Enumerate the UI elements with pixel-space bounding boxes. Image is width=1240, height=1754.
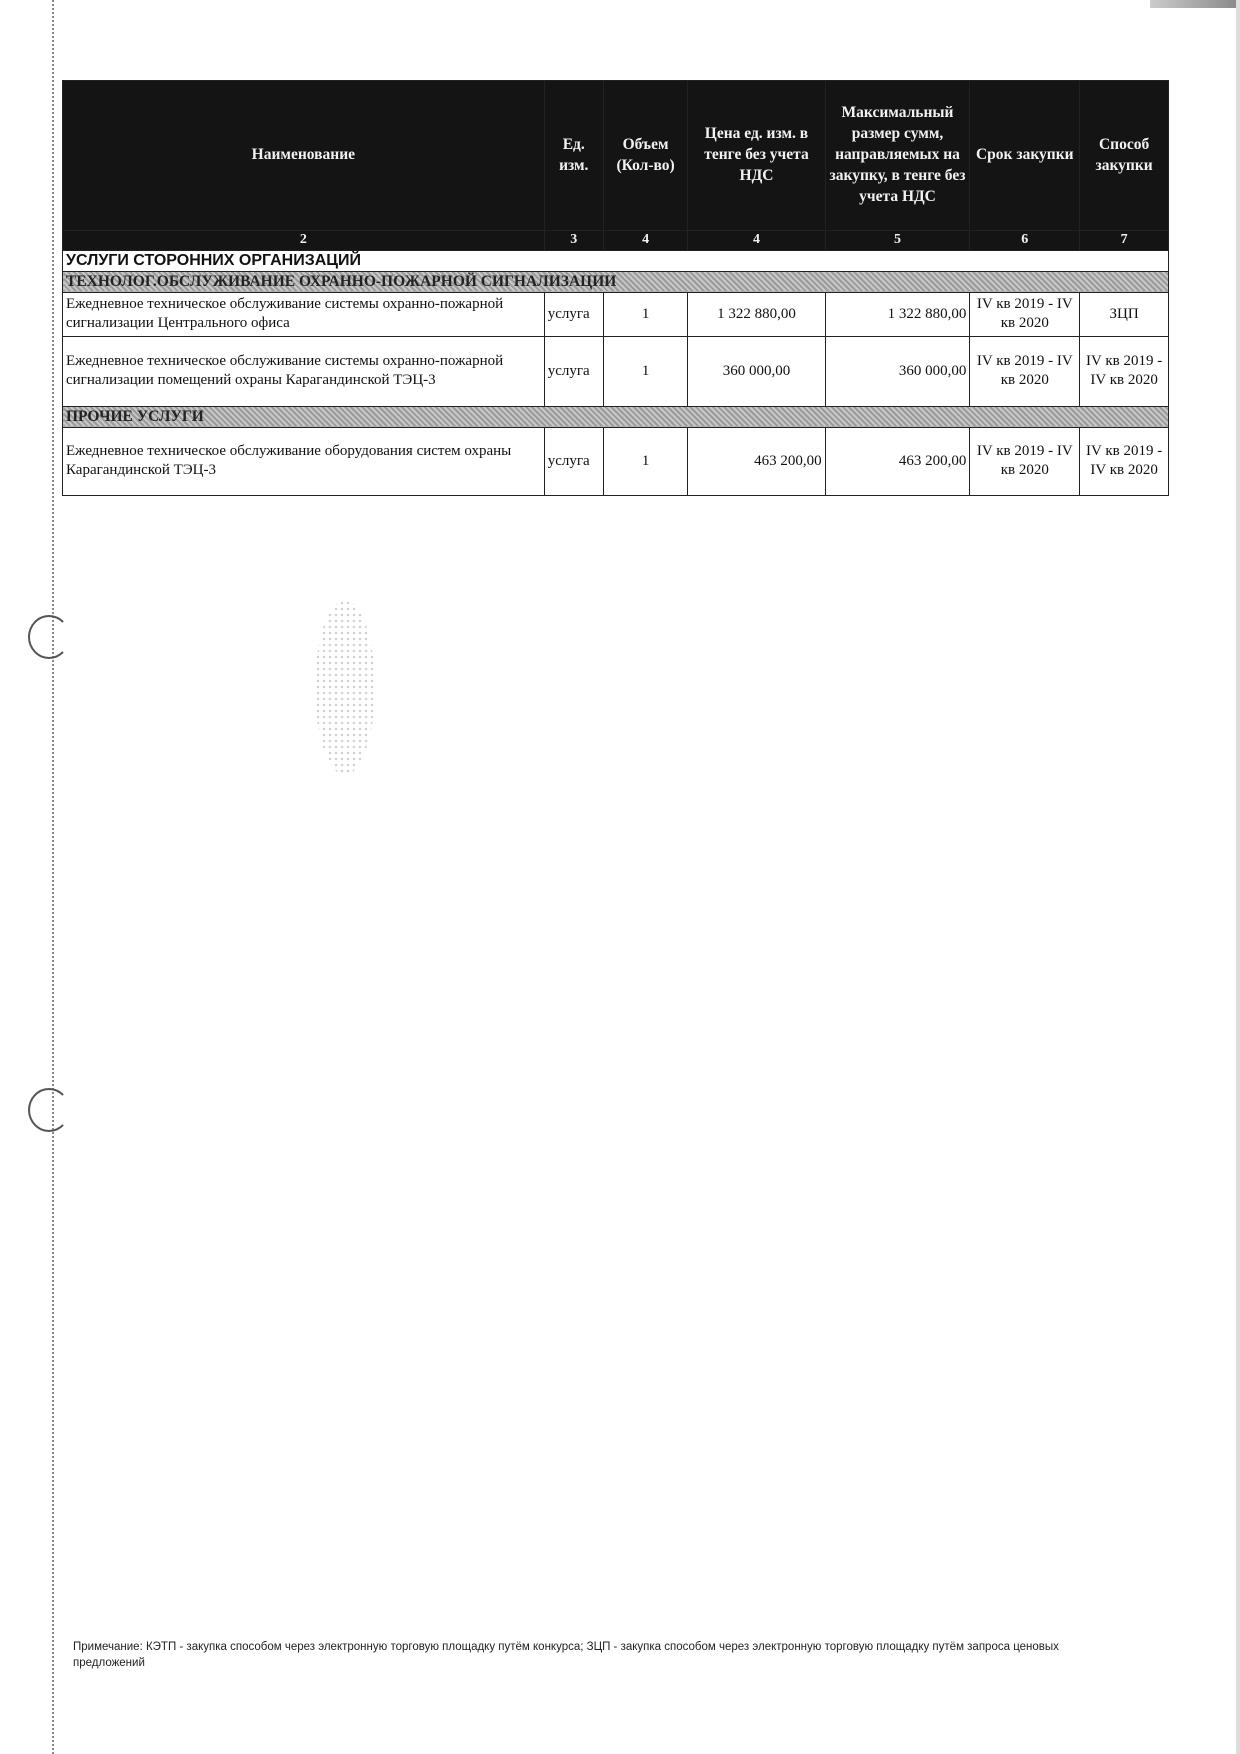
section-title: УСЛУГИ СТОРОННИХ ОРГАНИЗАЦИЙ (63, 250, 1169, 271)
col-number: 4 (688, 231, 825, 251)
procurement-table (62, 80, 1169, 496)
subsection-row (63, 271, 1169, 292)
item-unit: услуга (544, 336, 603, 406)
col-number: 3 (544, 231, 603, 251)
header-term: Срок закупки (970, 81, 1080, 231)
col-number: 5 (825, 231, 970, 251)
scan-edge-right (1236, 0, 1240, 1754)
hole-punch-mark (28, 1088, 70, 1132)
header-unit: Ед. изм. (544, 81, 603, 231)
item-term: IV кв 2019 - IV кв 2020 (970, 427, 1080, 495)
item-term: IV кв 2019 - IV кв 2020 (970, 336, 1080, 406)
col-number: 4 (603, 231, 688, 251)
item-name: Ежедневное техническое обслуживание системы охранно-пожарной сигнализации помещений охраны Карагандинской ТЭЦ-3 (63, 336, 545, 406)
item-method: ЗЦП (1080, 292, 1169, 336)
col-number: 6 (970, 231, 1080, 251)
header-quantity: Объем (Кол-во) (603, 81, 688, 231)
item-unit: услуга (544, 427, 603, 495)
item-total: 1 322 880,00 (825, 292, 970, 336)
item-total: 463 200,00 (825, 427, 970, 495)
table-row (63, 336, 1169, 406)
section-row (63, 250, 1169, 271)
item-qty: 1 (603, 427, 688, 495)
header-row (63, 81, 1169, 231)
hole-punch-mark (28, 615, 70, 659)
header-method: Способ закупки (1080, 81, 1169, 231)
item-name: Ежедневное техническое обслуживание оборудования систем охраны Карагандинской ТЭЦ-3 (63, 427, 545, 495)
subsection-title: ТЕХНОЛОГ.ОБСЛУЖИВАНИЕ ОХРАННО-ПОЖАРНОЙ СИГНАЛИЗАЦИИ (63, 271, 1169, 292)
footnote: Примечание: КЭТП - закупка способом через электронную торговую площадку путём конкурса; ЗЦП - закупка способом через электронную торговую площадку путём запроса ценовых предложений (73, 1641, 1059, 1669)
item-term: IV кв 2019 - IV кв 2020 (970, 292, 1080, 336)
header-name: Наименование (63, 81, 545, 231)
item-name: Ежедневное техническое обслуживание системы охранно-пожарной сигнализации Центрального офиса (63, 292, 545, 336)
table-row (63, 427, 1169, 495)
col-number: 2 (63, 231, 545, 251)
item-qty: 1 (603, 336, 688, 406)
item-price: 360 000,00 (688, 336, 825, 406)
table-row (63, 292, 1169, 336)
subsection-row (63, 406, 1169, 427)
column-number-row (63, 231, 1169, 251)
item-method: IV кв 2019 - IV кв 2020 (1080, 427, 1169, 495)
item-total: 360 000,00 (825, 336, 970, 406)
subsection-title: ПРОЧИЕ УСЛУГИ (63, 406, 1169, 427)
binding-edge (52, 0, 56, 1754)
scan-artifact-top (1150, 0, 1240, 8)
col-number: 7 (1080, 231, 1169, 251)
item-price: 1 322 880,00 (688, 292, 825, 336)
item-method: IV кв 2019 - IV кв 2020 (1080, 336, 1169, 406)
scan-smudge (315, 600, 375, 775)
header-unit-price: Цена ед. изм. в тенге без учета НДС (688, 81, 825, 231)
header-max-amount: Максимальный размер сумм, направляемых на закупку, в тенге без учета НДС (825, 81, 970, 231)
item-price: 463 200,00 (688, 427, 825, 495)
item-qty: 1 (603, 292, 688, 336)
item-unit: услуга (544, 292, 603, 336)
